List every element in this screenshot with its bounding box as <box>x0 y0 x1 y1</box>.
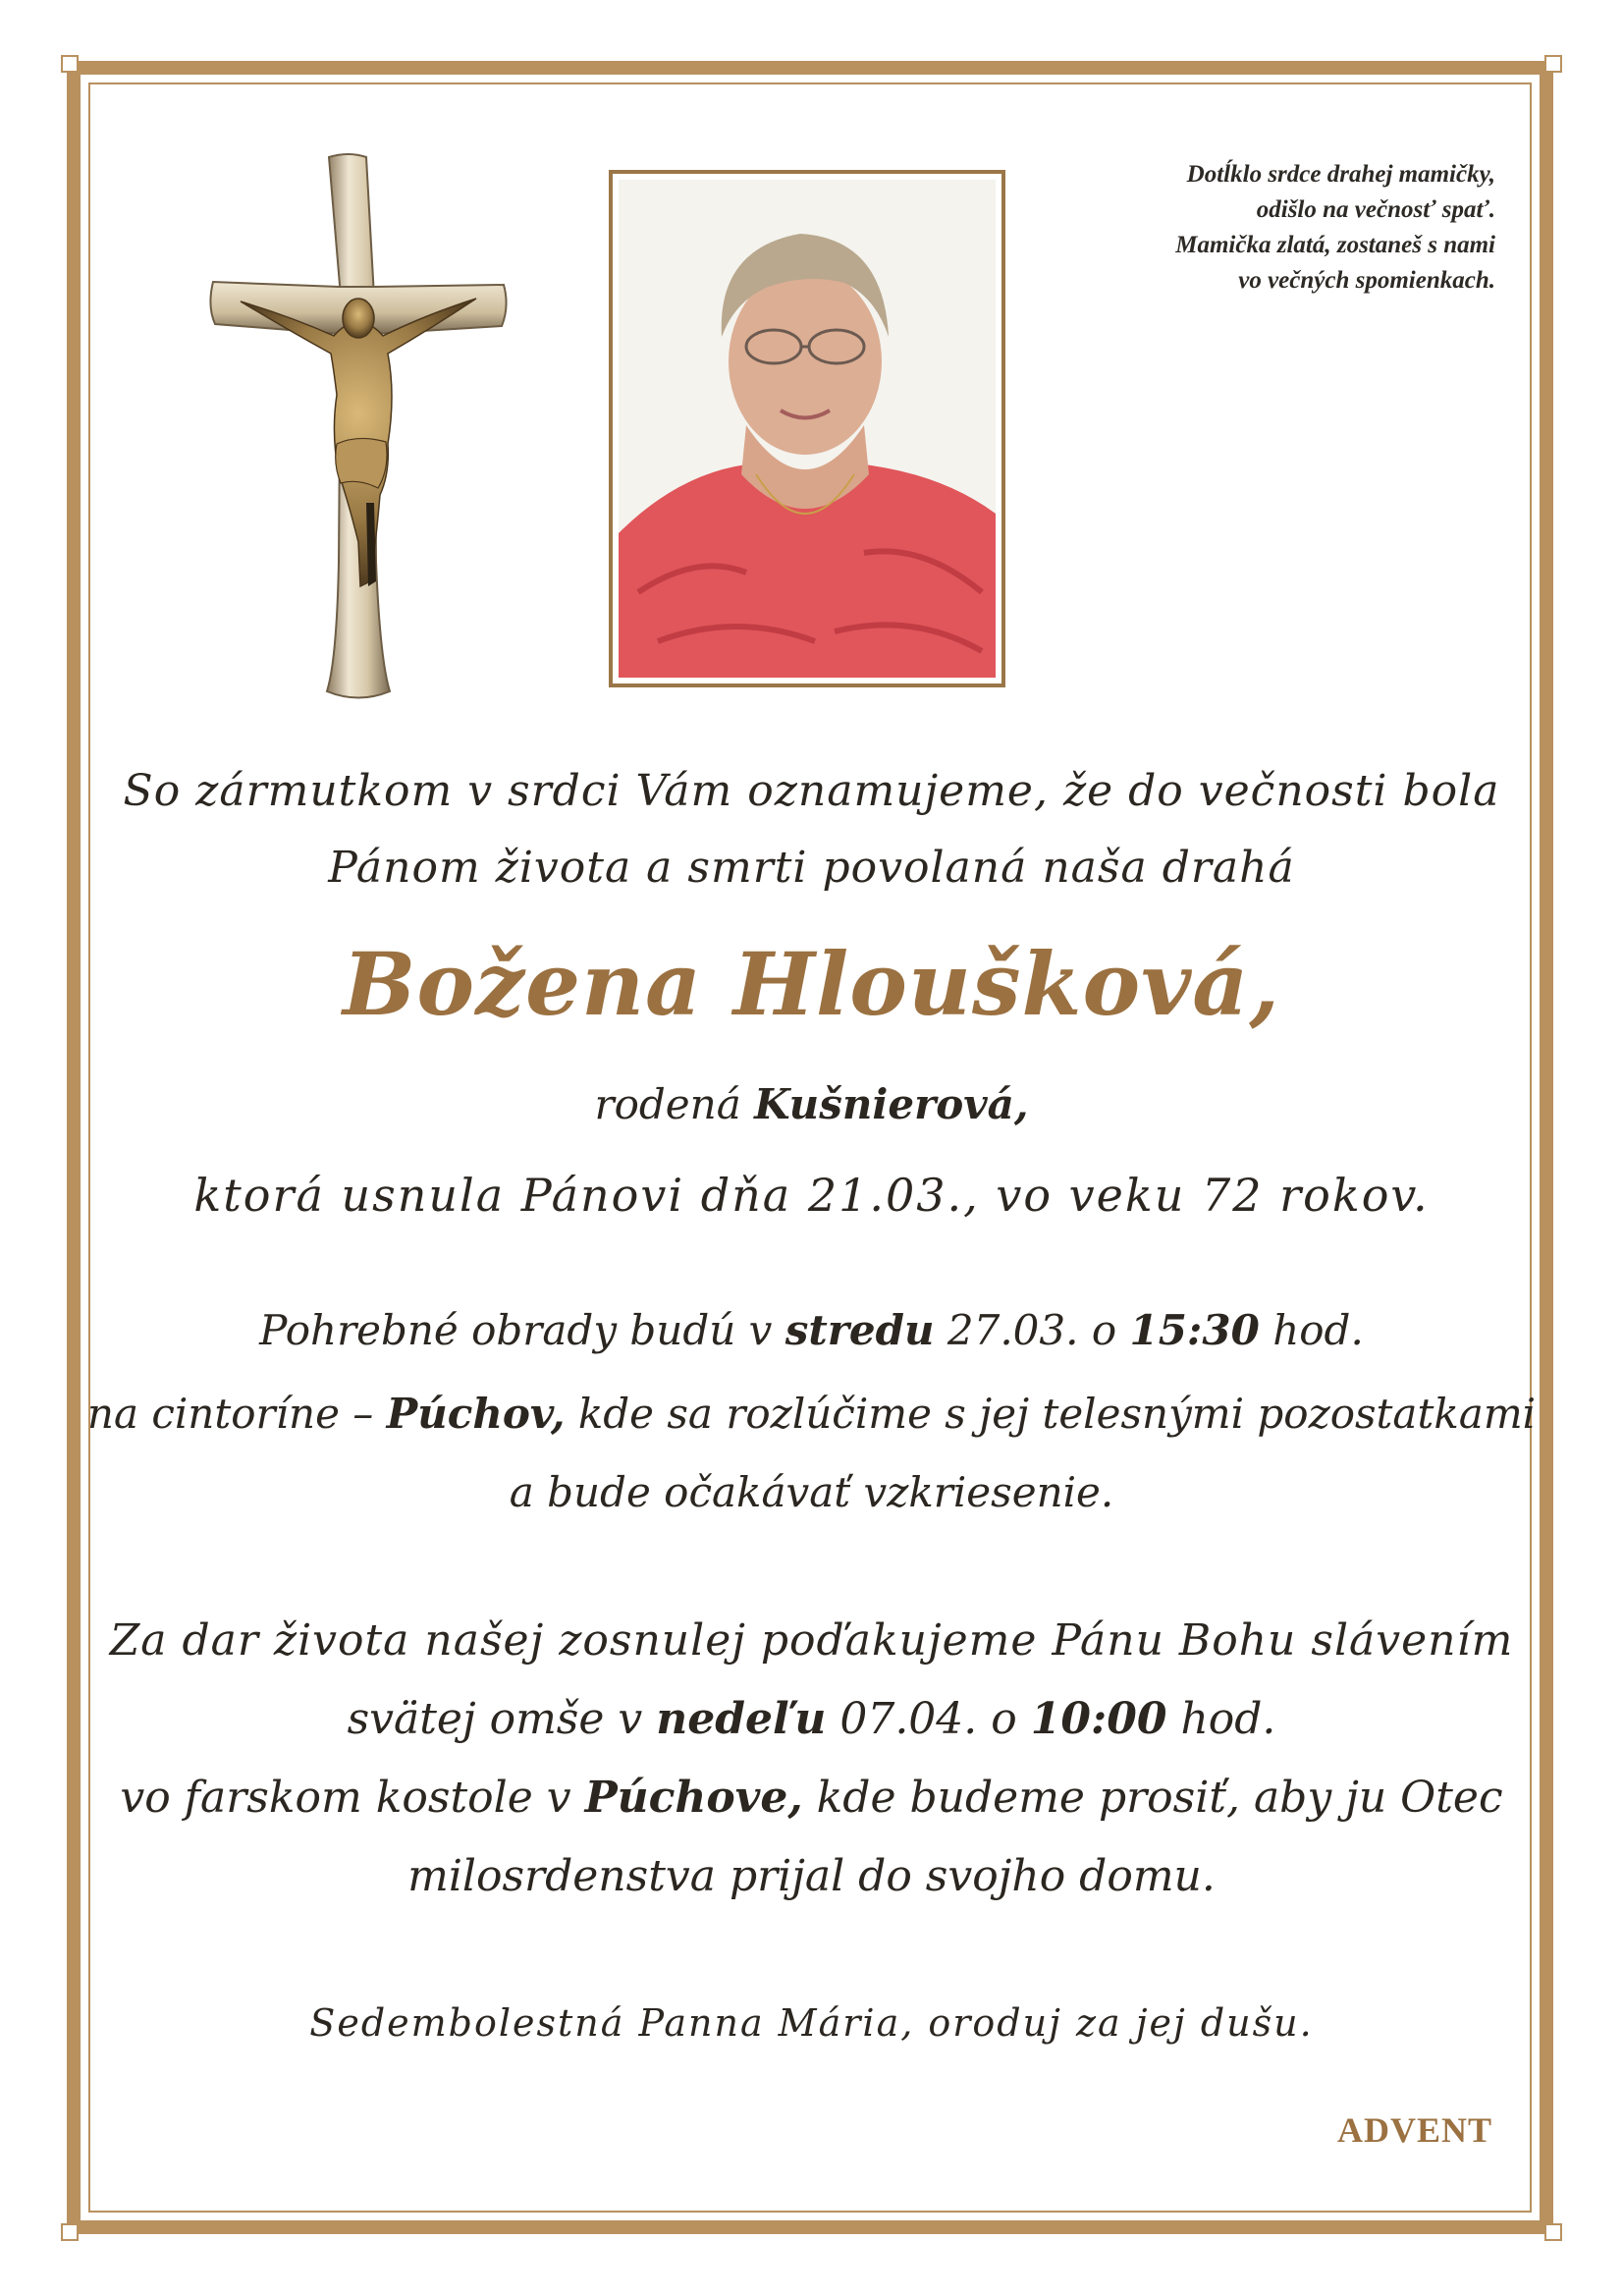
mass-date: 07.04. <box>839 1694 978 1744</box>
funeral-mid: o <box>1078 1306 1130 1354</box>
frame-corner <box>61 2223 79 2241</box>
poem-line: vo večných spomienkach. <box>1238 267 1495 294</box>
frame-corner <box>1544 2223 1562 2241</box>
death-suffix: rokov. <box>1263 1169 1430 1222</box>
funeral-suffix: hod. <box>1259 1306 1364 1354</box>
mass-time-line <box>0 1694 1623 1744</box>
maiden-name-line <box>0 1080 1623 1128</box>
mass-suffix: hod. <box>1166 1694 1276 1744</box>
maiden-name: Kušnierová, <box>754 1080 1029 1128</box>
maiden-prefix: rodená <box>594 1080 755 1128</box>
funeral-place-suffix: kde sa rozlúčime s jej telesnými pozostatkami <box>565 1390 1537 1438</box>
poem-line: Dotĺklo srdce drahej mamičky, <box>1186 161 1495 188</box>
closing-prayer: Sedembolestná Panna Mária, oroduj za jej dušu. <box>309 2001 1314 2045</box>
funeral-prefix: Pohrebné obrady budú v <box>259 1306 785 1354</box>
mass-place-suffix: kde budeme prosiť, aby ju Otec <box>802 1773 1503 1823</box>
funeral-date: 27.03. <box>947 1306 1079 1354</box>
age: 72 <box>1202 1169 1264 1222</box>
poem-line: odišlo na večnosť spať. <box>1256 196 1495 223</box>
mass-time: 10:00 <box>1030 1694 1167 1744</box>
frame-corner <box>61 55 79 73</box>
portrait-photo <box>609 170 1005 687</box>
death-prefix: ktorá usnula Pánovi dňa <box>193 1169 808 1222</box>
poem-line: Mamička zlatá, zostaneš s nami <box>1175 232 1495 258</box>
funeral-place-prefix: na cintoríne – <box>86 1390 387 1438</box>
funeral-time: 15:30 <box>1129 1306 1260 1354</box>
death-mid: , vo veku <box>963 1169 1203 1222</box>
funeral-place: Púchov, <box>386 1390 566 1438</box>
memorial-poem <box>985 157 1495 299</box>
frame-corner <box>1544 55 1562 73</box>
death-date: 21.03. <box>807 1169 964 1222</box>
mass-mid: o <box>977 1694 1031 1744</box>
crucifix-icon <box>201 149 515 704</box>
mass-place-prefix: vo farskom kostole v <box>120 1773 585 1823</box>
mass-prefix: svätej omše v <box>347 1694 657 1744</box>
mass-place-line <box>0 1773 1623 1823</box>
funeral-day: stredu <box>784 1306 935 1354</box>
funeral-last-line: a bude očakávať vzkriesenie. <box>509 1468 1114 1516</box>
funeral-time-line <box>0 1306 1623 1354</box>
brand-mark: ADVENT <box>1336 2110 1492 2150</box>
announcement-line-1: So zármutkom v srdci Vám oznamujeme, že do večnosti bola <box>123 766 1500 816</box>
mass-line-1: Za dar života našej zosnulej poďakujeme Pánu Bohu slávením <box>109 1615 1514 1666</box>
mass-day: nedeľu <box>656 1694 827 1744</box>
announcement-line-2: Pánom života a smrti povolaná naša drahá <box>328 843 1295 893</box>
funeral-place-line <box>0 1390 1623 1438</box>
mass-place: Púchove, <box>584 1773 803 1823</box>
deceased-name: Božena Hloušková, <box>343 933 1280 1035</box>
mass-last-line: milosrdenstva prijal do svojho domu. <box>407 1851 1216 1901</box>
death-line <box>0 1169 1623 1222</box>
